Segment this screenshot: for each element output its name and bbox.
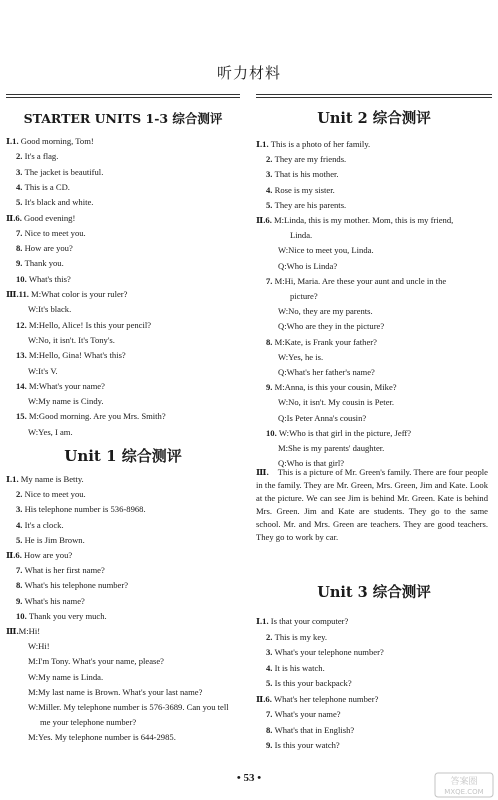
line-text: Is this your backpack? — [274, 678, 352, 688]
section-numeral: Ⅰ. — [6, 474, 13, 484]
text-line — [278, 321, 498, 331]
line-text: M:Hello, Gina! What's this? — [28, 350, 126, 361]
item-number: 8. — [16, 243, 25, 254]
item-number: 2. — [16, 151, 25, 162]
section-numeral: Ⅱ. — [6, 550, 16, 560]
line-text: This is my key. — [274, 631, 328, 642]
line-text: W:It's V. — [28, 365, 58, 376]
line-text: This is a photo of her family. — [270, 139, 371, 149]
line-text: Good evening! — [24, 212, 76, 223]
line-text: M:My last name is Brown. What's your last name? — [28, 686, 203, 697]
item-number: 5. — [266, 199, 275, 210]
section-numeral: Ⅲ. — [6, 289, 19, 299]
line-text: M:She is my parents' daughter. — [278, 443, 385, 453]
line-text: M:What color is your ruler? — [31, 289, 128, 299]
text-line — [256, 694, 492, 704]
line-text: Good morning, Tom! — [20, 136, 94, 146]
item-number: 13. — [16, 350, 29, 361]
line-text: What's her telephone number? — [274, 693, 379, 704]
text-line — [266, 663, 498, 673]
text-line — [278, 413, 498, 423]
item-number: 3. — [266, 647, 275, 657]
line-text: This is a CD. — [24, 181, 70, 192]
item-number: 3. — [16, 504, 25, 515]
page-title: 听力材料 — [216, 64, 281, 82]
text-line — [16, 596, 250, 606]
text-line — [266, 740, 498, 750]
section-numeral: Ⅰ. — [6, 136, 13, 146]
line-text: M:Hello, Alice! Is this your pencil? — [28, 319, 152, 330]
text-line — [16, 320, 250, 330]
text-line — [16, 167, 250, 177]
line-text: M:Hi, Maria. Are these your aunt and uncle in the — [274, 275, 447, 286]
text-line — [278, 245, 498, 255]
line-text: M:Yes. My telephone number is 644-2985. — [28, 732, 176, 743]
item-number: 12. — [16, 319, 29, 330]
line-text: W:It's black. — [28, 304, 72, 315]
text-line — [266, 647, 498, 657]
line-text: How are you? — [24, 550, 73, 560]
item-number: 6. — [15, 212, 24, 223]
item-number: 10. — [266, 427, 279, 438]
item-number: 1. — [262, 616, 271, 626]
right-top-rule-2 — [256, 97, 492, 98]
text-line — [28, 396, 262, 406]
line-text: picture? — [290, 291, 318, 301]
line-text: Q:Who is that girl? — [278, 458, 345, 469]
text-line — [16, 580, 250, 590]
text-line — [6, 289, 240, 299]
watermark-logo — [434, 772, 494, 798]
line-text: Q:Is Peter Anna's cousin? — [278, 412, 367, 423]
section-numeral: Ⅰ. — [256, 139, 263, 149]
line-text: Nice to meet you. — [24, 227, 86, 238]
unit1-heading: Unit 1 综合测评 — [64, 447, 182, 465]
text-line — [16, 611, 250, 621]
line-text: They are my friends. — [274, 154, 347, 165]
line-text: M:Good morning. Are you Mrs. Smith? — [28, 411, 166, 422]
text-line — [266, 276, 498, 286]
unit2-para-label: Ⅲ. — [256, 467, 269, 477]
text-line — [28, 304, 262, 314]
line-text: Thank you very much. — [28, 610, 107, 621]
line-text: What's your name? — [274, 709, 341, 719]
line-text: M:What's your name? — [28, 380, 105, 391]
text-line — [6, 213, 240, 223]
text-line — [28, 732, 262, 742]
line-text: W:No, it isn't. My cousin is Peter. — [278, 397, 395, 408]
text-line — [278, 261, 498, 271]
line-text: Is that your computer? — [270, 616, 349, 626]
line-text: It's a flag. — [24, 151, 59, 162]
item-number: 4. — [16, 519, 25, 530]
line-text: W:Hi! — [28, 641, 50, 652]
item-number: 6. — [265, 215, 274, 225]
text-line — [28, 656, 262, 666]
page-number: • 53 • — [236, 772, 262, 784]
line-text: What's your telephone number? — [274, 647, 384, 657]
text-line — [278, 306, 498, 316]
text-line — [278, 397, 498, 407]
text-line — [266, 678, 498, 688]
line-text: W:No, it isn't. It's Tony's. — [28, 334, 115, 345]
line-text: Rose is my sister. — [274, 184, 335, 195]
text-line — [256, 215, 492, 225]
text-line — [16, 182, 250, 192]
text-line — [16, 258, 250, 268]
line-text: W:Nice to meet you, Linda. — [278, 245, 374, 256]
line-text: What's his name? — [24, 595, 85, 606]
text-line — [40, 717, 274, 727]
line-text: W:My name is Linda. — [28, 671, 104, 682]
item-number: 1. — [12, 474, 21, 484]
item-number: 8. — [266, 336, 275, 347]
item-number: 8. — [16, 580, 25, 591]
text-line — [290, 291, 498, 301]
text-line — [256, 616, 492, 626]
line-text: W:No, they are my parents. — [278, 306, 373, 317]
text-line — [278, 367, 498, 377]
item-number: 9. — [266, 740, 275, 750]
text-line — [16, 381, 250, 391]
text-line — [16, 489, 250, 499]
line-text: The jacket is beautiful. — [24, 166, 104, 177]
right-top-rule — [256, 94, 492, 95]
text-line — [28, 672, 262, 682]
text-line — [16, 504, 250, 514]
item-number: 7. — [16, 227, 25, 238]
svg-text:答案圈: 答案圈 — [450, 777, 478, 787]
text-line — [16, 197, 250, 207]
item-number: 14. — [16, 380, 29, 391]
text-line — [16, 350, 250, 360]
section-numeral: Ⅱ. — [256, 693, 266, 704]
line-text: That is his mother. — [274, 169, 339, 180]
item-number: 8. — [266, 724, 275, 735]
line-text: What's that in English? — [274, 724, 355, 735]
line-text: W:Yes, he is. — [278, 351, 324, 362]
text-line — [16, 151, 250, 161]
text-line — [266, 154, 498, 164]
line-text: What is her first name? — [24, 565, 105, 576]
line-text: Linda. — [290, 230, 313, 241]
line-text: M:I'm Tony. What's your name, please? — [28, 656, 164, 667]
line-text: Is this your watch? — [274, 740, 340, 750]
text-line — [266, 200, 498, 210]
item-number: 3. — [266, 169, 275, 180]
item-number: 6. — [265, 693, 274, 704]
text-line — [28, 427, 262, 437]
item-number: 9. — [266, 382, 275, 393]
item-number: 5. — [266, 678, 275, 688]
line-text: me your telephone number? — [40, 717, 137, 728]
text-line — [266, 337, 498, 347]
line-text: W:Miller. My telephone number is 576-3689. Can you tell — [28, 702, 229, 712]
line-text: What's his telephone number? — [24, 580, 129, 591]
text-line — [16, 535, 250, 545]
item-number: 11. — [18, 289, 32, 299]
line-text: Q:Who is Linda? — [278, 260, 338, 271]
line-text: M:Hi! — [18, 626, 41, 636]
text-line — [6, 550, 240, 560]
line-text: What's this? — [28, 273, 71, 284]
text-line — [28, 702, 262, 712]
line-text: Nice to meet you. — [24, 489, 86, 500]
item-number: 3. — [16, 166, 25, 177]
item-number: 2. — [266, 631, 275, 642]
text-line — [266, 632, 498, 642]
section-numeral: Ⅱ. — [256, 215, 266, 225]
item-number: 2. — [266, 154, 275, 165]
text-line — [256, 139, 492, 149]
item-number: 1. — [12, 136, 21, 146]
line-text: He is Jim Brown. — [24, 534, 85, 545]
line-text: How are you? — [24, 243, 73, 254]
text-line — [16, 228, 250, 238]
item-number: 4. — [16, 181, 25, 192]
section-numeral: Ⅱ. — [6, 212, 16, 223]
starter-heading: STARTER UNITS 1-3 综合测评 — [23, 111, 223, 126]
text-line — [266, 185, 498, 195]
line-text: It's black and white. — [24, 197, 94, 208]
item-number: 6. — [15, 550, 24, 560]
text-line — [16, 565, 250, 575]
item-number: 4. — [266, 184, 275, 195]
line-text: M:Anna, is this your cousin, Mike? — [274, 382, 397, 393]
text-line — [16, 411, 250, 421]
line-text: Q:Who are they in the picture? — [278, 321, 385, 332]
item-number: 4. — [266, 662, 275, 673]
text-line — [16, 274, 250, 284]
left-top-rule — [6, 94, 240, 95]
text-line — [278, 352, 498, 362]
line-text: M:Kate, is Frank your father? — [274, 336, 377, 347]
item-number: 9. — [16, 258, 25, 269]
section-numeral: Ⅰ. — [256, 616, 263, 626]
line-text: Thank you. — [24, 258, 64, 269]
text-line — [28, 335, 262, 345]
line-text: His telephone number is 536-8968. — [24, 504, 146, 515]
line-text: W:My name is Cindy. — [28, 396, 104, 407]
text-line — [266, 428, 498, 438]
item-number: 5. — [16, 534, 25, 545]
item-number: 9. — [16, 595, 25, 606]
line-text: W:Yes, I am. — [28, 426, 73, 437]
item-number: 10. — [16, 610, 29, 621]
section-numeral: Ⅲ. — [6, 626, 19, 636]
text-line — [266, 709, 498, 719]
item-number: 7. — [16, 565, 25, 576]
text-line — [266, 725, 498, 735]
left-top-rule-2 — [6, 97, 240, 98]
item-number: 7. — [266, 275, 275, 286]
text-line — [28, 366, 262, 376]
item-number: 2. — [16, 489, 25, 500]
item-number: 15. — [16, 411, 29, 422]
text-line — [266, 382, 498, 392]
item-number: 7. — [266, 709, 275, 719]
item-number: 1. — [262, 139, 271, 149]
line-text: They are his parents. — [274, 199, 347, 210]
text-line — [278, 443, 498, 453]
text-line — [290, 230, 498, 240]
text-line — [6, 474, 240, 484]
svg-text:MXQE.COM: MXQE.COM — [444, 788, 484, 796]
text-line — [16, 520, 250, 530]
line-text: My name is Betty. — [20, 474, 84, 484]
item-number: 10. — [16, 273, 29, 284]
unit2-paragraph — [256, 466, 488, 544]
text-line — [28, 641, 262, 651]
text-line — [16, 243, 250, 253]
text-line — [6, 626, 240, 636]
unit2-para-text: This is a picture of Mr. Green's family. There are four people in the family. They are Mr. Green, Mrs. Green, Jim and Kate. Look at the picture. We can see Jim is behind Mr. Green. Kate is behind Mrs. Green. Jim and Kate are students. They go to the same school. Mr. and Mrs. Green are teachers. They are good teachers. They go to work by car. — [256, 467, 488, 542]
unit3-heading: Unit 3 综合测评 — [317, 584, 431, 601]
text-line — [28, 687, 262, 697]
text-line — [266, 169, 498, 179]
line-text: W:Who is that girl in the picture, Jeff? — [278, 427, 412, 438]
line-text: It is his watch. — [274, 662, 325, 673]
text-line — [6, 136, 240, 146]
line-text: It's a clock. — [24, 519, 64, 530]
line-text: Q:What's her father's name? — [278, 367, 375, 377]
unit2-heading: Unit 2 综合测评 — [317, 110, 431, 127]
line-text: M:Linda, this is my mother. Mom, this is my friend, — [274, 215, 454, 225]
item-number: 5. — [16, 197, 25, 208]
